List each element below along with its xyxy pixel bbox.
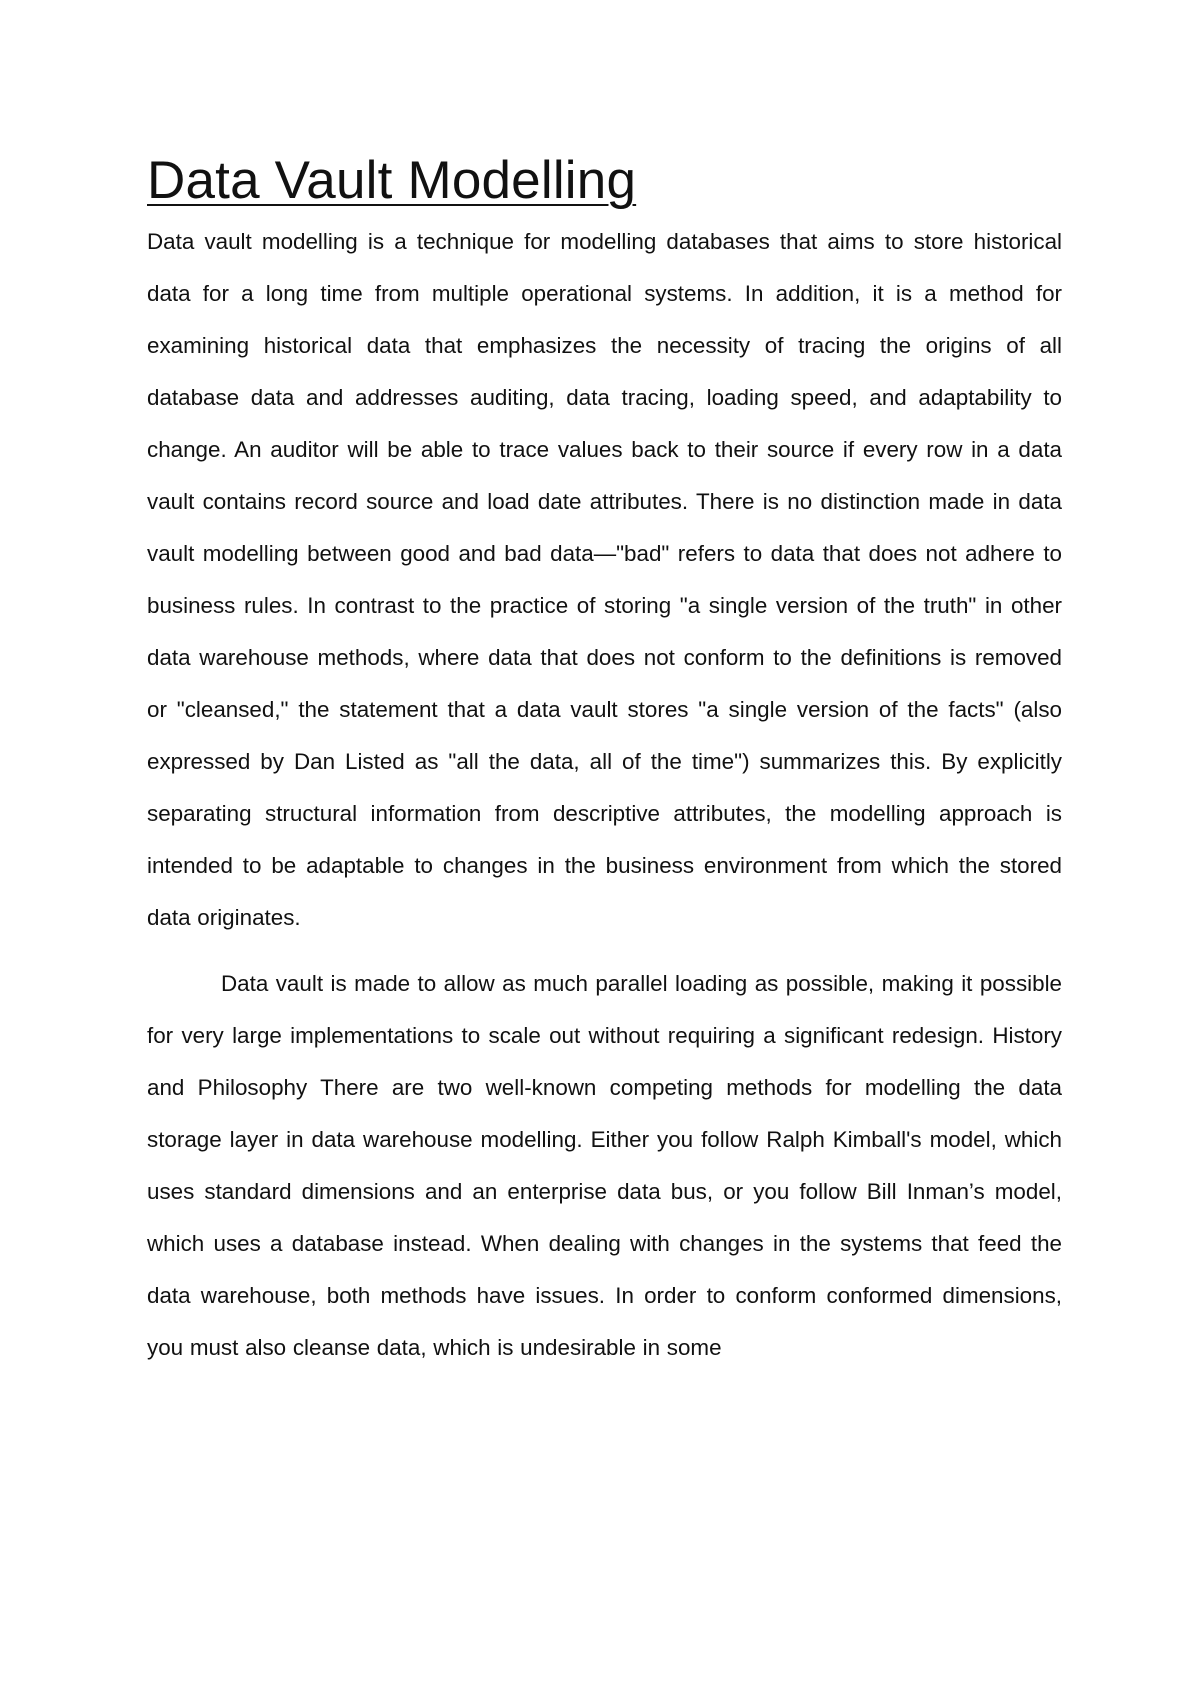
- document-body: [147, 148, 1062, 1374]
- paragraph-2: Data vault is made to allow as much parallel loading as possible, making it possible for very large implementations to scale out without requiring a significant redesign. History and Philosophy There are two well-known competing methods for modelling the data storage layer in data warehouse modelling. Either you follow Ralph Kimball's model, which uses standard dimensions and an enterprise data bus, or you follow Bill Inman’s model, which uses a database instead. When dealing with changes in the systems that feed the data warehouse, both methods have issues. In order to conform conformed dimensions, you must also cleanse data, which is undesirable in some: [147, 971, 1062, 1360]
- document-title: Data Vault Modelling: [147, 151, 637, 210]
- paragraph-1: Data vault modelling is a technique for modelling databases that aims to store historical data for a long time from multiple operational systems. In addition, it is a method for examining historical data that emphasizes the necessity of tracing the origins of all database data and addresses auditing, data tracing, loading speed, and adaptability to change. An auditor will be able to trace values back to their source if every row in a data vault contains record source and load date attributes. There is no distinction made in data vault modelling between good and bad data—"bad" refers to data that does not adhere to business rules. In contrast to the practice of storing "a single version of the truth" in other data warehouse methods, where data that does not conform to the definitions is removed or "cleansed," the statement that a data vault stores "a single version of the facts" (also expressed by Dan Listed as "all the data, all of the time") summarizes this. By explicitly separating structural information from descriptive attributes, the modelling approach is intended to be adaptable to changes in the business environment from which the stored data originates.: [147, 229, 1062, 930]
